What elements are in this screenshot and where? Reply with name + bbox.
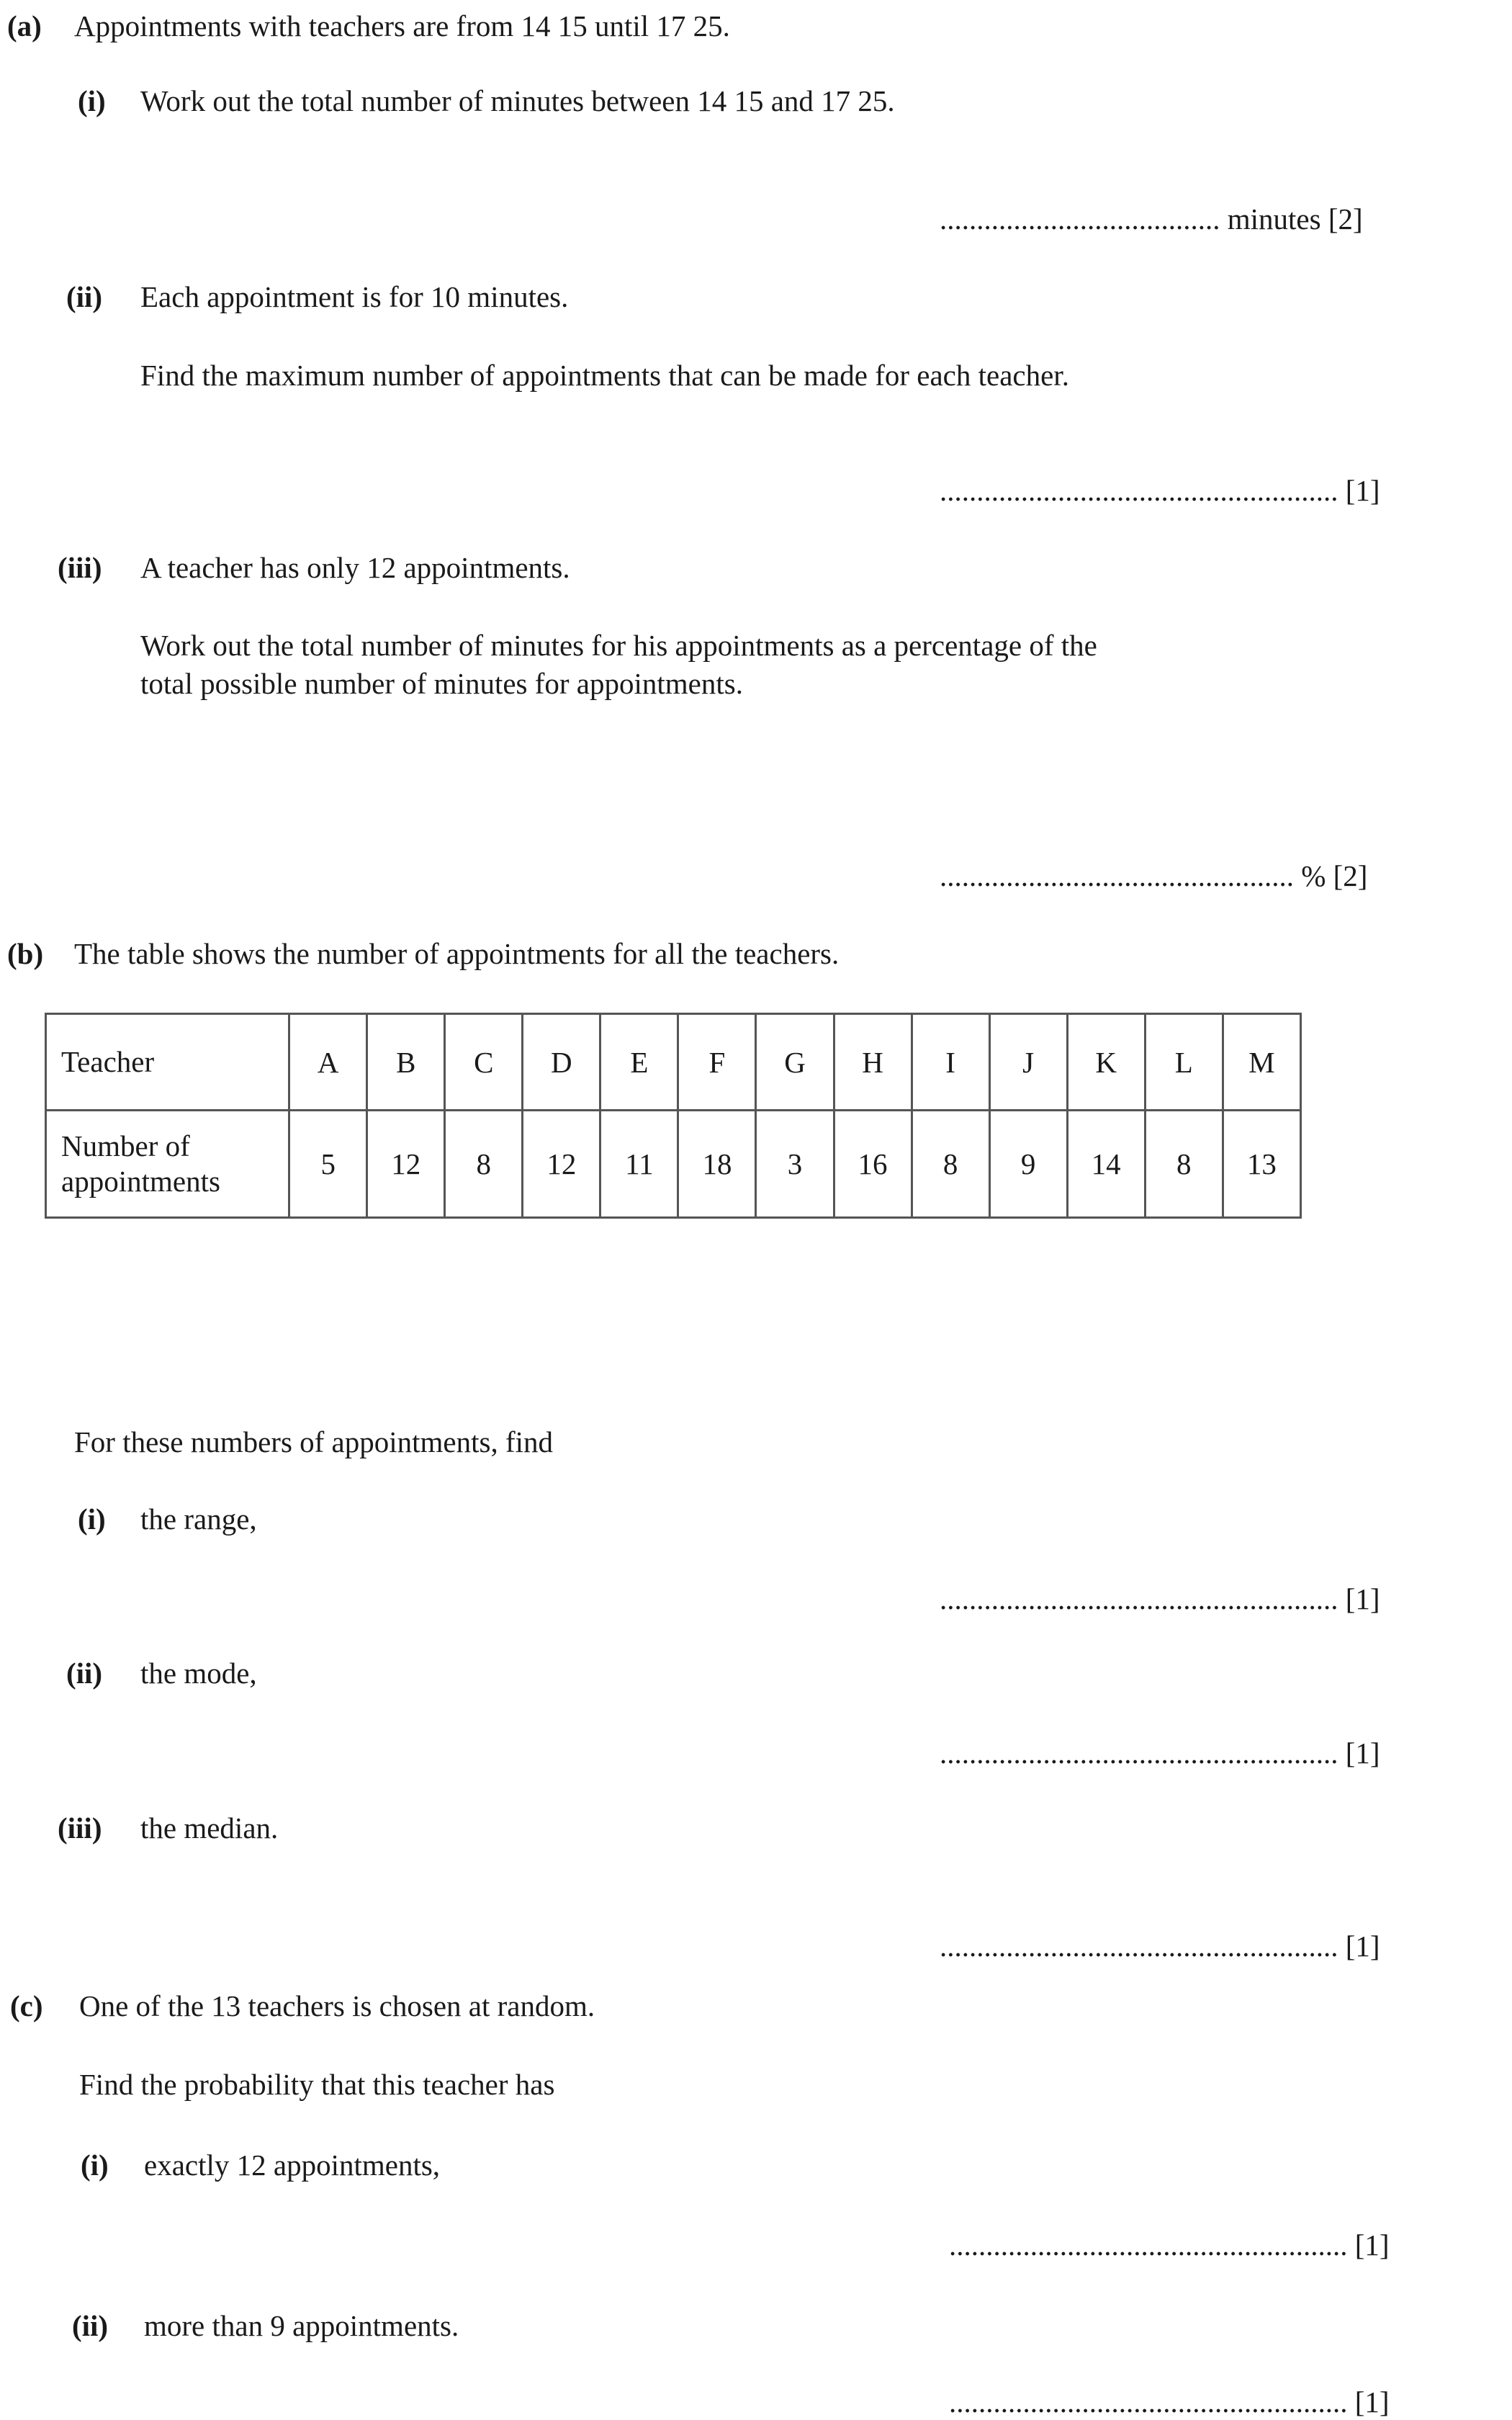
part-a-ii-text1: Each appointment is for 10 minutes.: [140, 280, 569, 313]
part-a-i-text: Work out the total number of minutes between 14 15 and 17 25.: [140, 84, 895, 117]
appointments-cell: 14: [1067, 1111, 1145, 1218]
part-a-ii-label: (ii): [66, 280, 103, 313]
answer-marks: [1]: [1345, 1582, 1380, 1615]
teacher-cell: M: [1223, 1014, 1300, 1111]
answer-dots: ......................................................: [940, 1582, 1338, 1615]
answer-line-a-ii[interactable]: [940, 476, 1380, 506]
teacher-cell: E: [600, 1014, 678, 1111]
appointments-cell: 5: [289, 1111, 367, 1218]
appointments-cell: 16: [834, 1111, 912, 1218]
answer-line-c-ii[interactable]: [949, 2385, 1390, 2419]
answer-marks: [1]: [1345, 1930, 1380, 1963]
answer-line-b-iii[interactable]: [940, 1932, 1380, 1961]
teacher-cell: I: [912, 1014, 989, 1111]
appointments-cell: 12: [523, 1111, 600, 1218]
appointments-row-header: [46, 1111, 289, 1218]
appointments-cell: 8: [1145, 1111, 1223, 1218]
answer-marks: minutes [2]: [1227, 202, 1363, 236]
answer-dots: ......................................................: [940, 1736, 1338, 1770]
teacher-cell: K: [1067, 1014, 1145, 1111]
part-c-text: One of the 13 teachers is chosen at random.: [79, 1989, 595, 2022]
answer-marks: [1]: [1345, 474, 1380, 507]
teacher-cell: L: [1145, 1014, 1223, 1111]
teacher-cell: D: [523, 1014, 600, 1111]
teacher-cell: C: [445, 1014, 523, 1111]
part-a-text: Appointments with teachers are from 14 15 until 17 25.: [74, 9, 730, 42]
part-c-i-label: (i): [81, 2148, 109, 2182]
part-a-iii-text3: total possible number of minutes for appointments.: [140, 667, 743, 700]
part-c-ii-text: more than 9 appointments.: [144, 2309, 459, 2342]
appointments-cell: 12: [367, 1111, 445, 1218]
answer-marks: [1]: [1354, 2385, 1390, 2419]
part-b-iii-label: (iii): [58, 1811, 102, 1845]
part-b-ii-text: the mode,: [140, 1657, 257, 1690]
answer-dots: ......................................................: [949, 2385, 1348, 2419]
teacher-cell: A: [289, 1014, 367, 1111]
appointments-cell: 3: [756, 1111, 834, 1218]
teacher-cell: G: [756, 1014, 834, 1111]
teacher-cell: H: [834, 1014, 912, 1111]
answer-marks: [1]: [1354, 2228, 1390, 2262]
part-b-i-label: (i): [78, 1502, 106, 1536]
part-a-iii-label: (iii): [58, 551, 102, 584]
answer-marks: [1]: [1345, 1736, 1380, 1770]
part-c-ii-label: (ii): [72, 2309, 109, 2342]
appointments-row: [46, 1111, 1301, 1218]
answer-dots: ................................................: [940, 859, 1294, 892]
teacher-row-header: Teacher: [46, 1014, 289, 1111]
appointments-cell: 13: [1223, 1111, 1300, 1218]
part-b-label: (b): [7, 937, 44, 970]
appointments-cell: 9: [989, 1111, 1067, 1218]
answer-dots: ......................................................: [949, 2228, 1348, 2262]
teacher-cell: F: [678, 1014, 756, 1111]
part-b-intro: For these numbers of appointments, find: [74, 1425, 554, 1458]
answer-line-a-iii[interactable]: [940, 861, 1367, 891]
part-b-iii-text: the median.: [140, 1811, 279, 1845]
appointments-table: [45, 1013, 1302, 1219]
teacher-cell: J: [989, 1014, 1067, 1111]
appointments-cell: 8: [445, 1111, 523, 1218]
answer-line-c-i[interactable]: [949, 2228, 1390, 2262]
answer-marks: % [2]: [1301, 859, 1368, 892]
teacher-row: [46, 1014, 1301, 1111]
part-b-i-text: the range,: [140, 1502, 257, 1536]
appointments-cell: 8: [912, 1111, 989, 1218]
part-a-iii-text1: A teacher has only 12 appointments.: [140, 551, 570, 584]
answer-line-b-i[interactable]: [940, 1582, 1380, 1615]
part-c-label: (c): [10, 1989, 43, 2022]
answer-line-b-ii[interactable]: [940, 1736, 1380, 1770]
row-header-line1: Number of: [61, 1129, 190, 1162]
part-c-intro: Find the probability that this teacher has: [79, 2068, 555, 2101]
part-a-iii-text2: Work out the total number of minutes for his appointments as a percentage of the: [140, 629, 1097, 662]
part-a-i-label: (i): [78, 84, 106, 117]
teacher-cell: B: [367, 1014, 445, 1111]
appointments-cell: 18: [678, 1111, 756, 1218]
answer-dots: ......................................................: [940, 474, 1338, 507]
row-header-line2: appointments: [61, 1165, 220, 1198]
part-b-ii-label: (ii): [66, 1657, 103, 1690]
appointments-cell: 11: [600, 1111, 678, 1218]
answer-dots: ......................................: [940, 202, 1220, 236]
part-a-label: (a): [7, 9, 42, 42]
answer-line-a-i[interactable]: [940, 202, 1363, 236]
part-a-ii-text2: Find the maximum number of appointments that can be made for each teacher.: [140, 359, 1069, 392]
part-c-i-text: exactly 12 appointments,: [144, 2148, 441, 2182]
answer-dots: ......................................................: [940, 1930, 1338, 1963]
part-b-text: The table shows the number of appointments for all the teachers.: [74, 937, 840, 970]
